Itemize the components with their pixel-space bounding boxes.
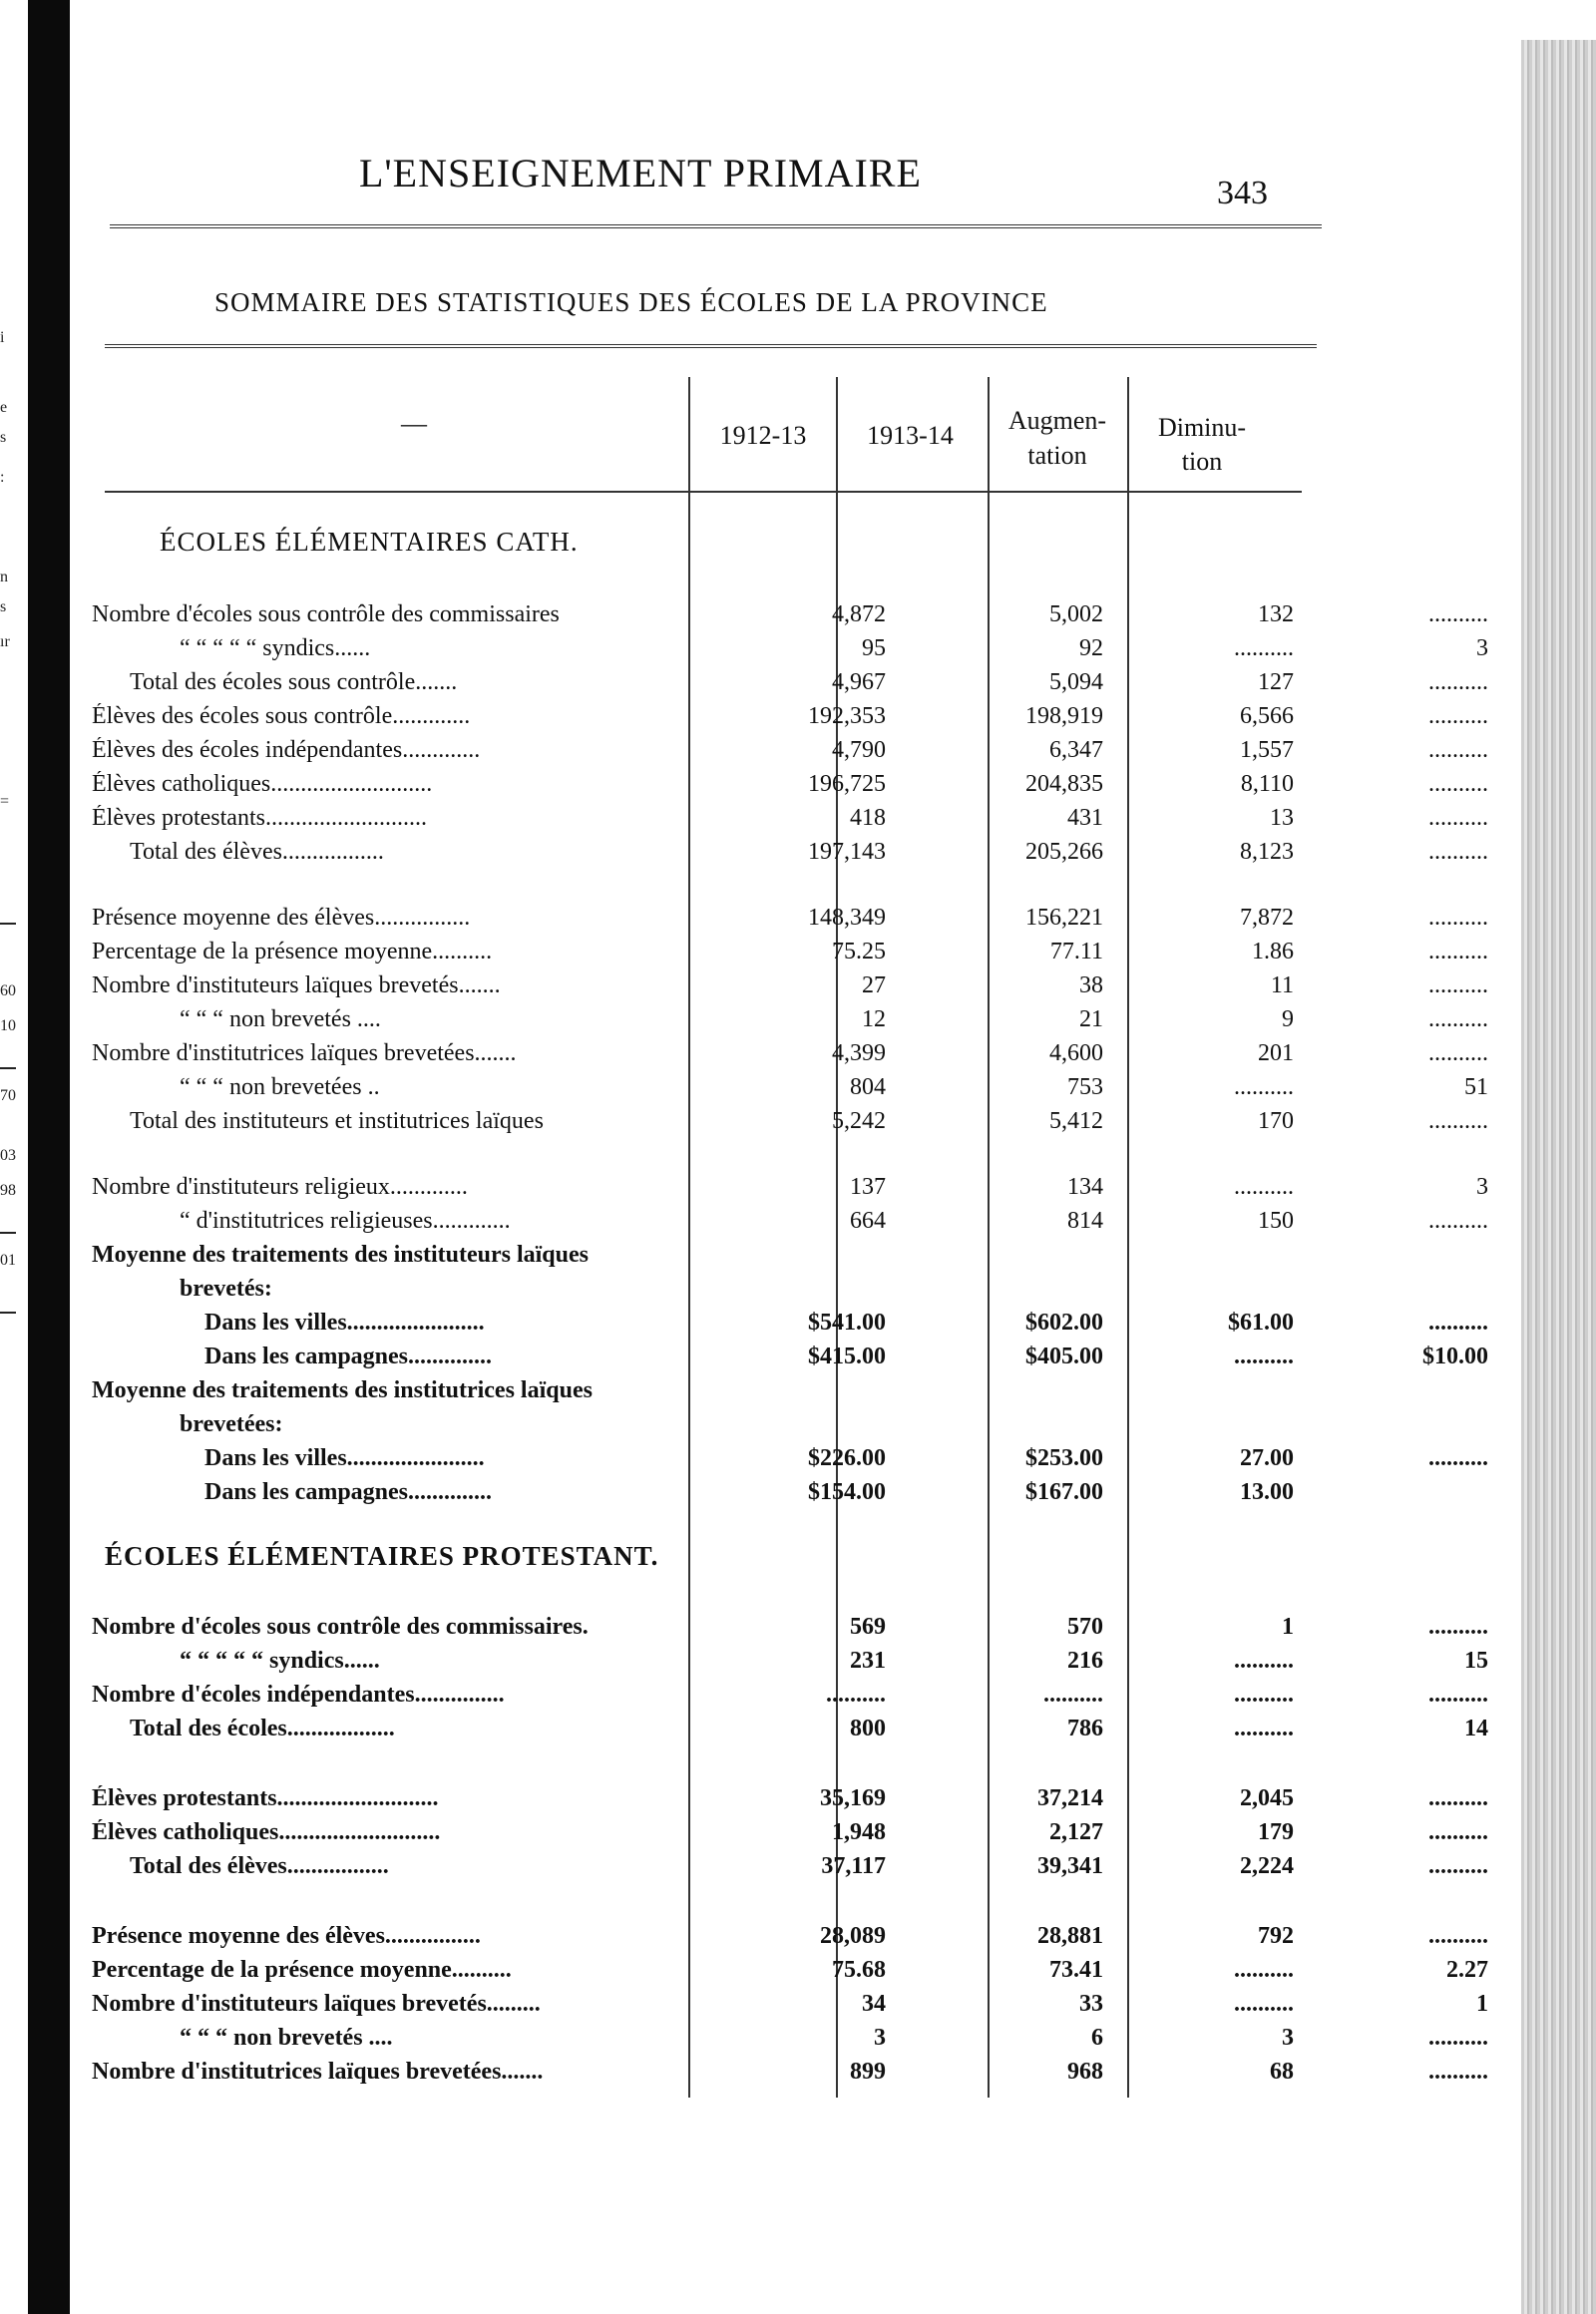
section-title-catholic: ÉCOLES ÉLÉMENTAIRES CATH. <box>160 527 579 557</box>
table-row <box>70 1006 1488 1040</box>
value-diminution: .......... <box>1428 1310 1488 1336</box>
row-label: Nombre d'écoles sous contrôle des commissaires <box>92 601 560 627</box>
value-diminution: .......... <box>1428 737 1488 763</box>
value-1913-14: 92 <box>1079 635 1103 661</box>
table-row <box>70 1445 1488 1479</box>
table-row <box>70 805 1488 839</box>
header-rule <box>110 224 1322 228</box>
book-page <box>70 0 1521 2314</box>
value-diminution: 15 <box>1464 1648 1488 1674</box>
value-1912-13: 28,089 <box>820 1923 886 1949</box>
row-label: brevetées: <box>180 1411 283 1437</box>
row-label: “ “ “ non brevetés .... <box>180 1006 381 1032</box>
value-1912-13: 418 <box>850 805 886 831</box>
value-diminution: .......... <box>1428 972 1488 998</box>
value-1913-14: 5,412 <box>1049 1108 1103 1134</box>
value-augmentation: 132 <box>1258 601 1294 627</box>
row-label: Dans les villes....................... <box>204 1310 485 1336</box>
value-1913-14: 134 <box>1067 1174 1103 1200</box>
value-1913-14: 156,221 <box>1025 905 1103 931</box>
table-row <box>70 1479 1294 1513</box>
value-1913-14: $253.00 <box>1025 1445 1103 1471</box>
value-1912-13: 148,349 <box>808 905 886 931</box>
table-row <box>70 1682 1488 1716</box>
margin-fragment: 98 <box>0 1182 16 1199</box>
row-label: Nombre d'écoles sous contrôle des commissaires. <box>92 1614 589 1640</box>
value-diminution: 14 <box>1464 1716 1488 1741</box>
table-row <box>70 601 1488 635</box>
table-row <box>70 1377 1267 1411</box>
value-1913-14: 216 <box>1067 1648 1103 1674</box>
value-1912-13: 196,725 <box>808 771 886 797</box>
margin-fragment: s <box>0 598 7 615</box>
row-label: Total des élèves................. <box>130 839 384 865</box>
row-label: Percentage de la présence moyenne.......... <box>92 939 493 964</box>
table-row <box>70 1108 1488 1142</box>
value-1912-13: 664 <box>850 1208 886 1234</box>
row-label: “ “ “ “ “ syndics...... <box>180 635 371 661</box>
row-label: Élèves catholiques........................... <box>92 771 433 797</box>
col-header-1913: 1913-14 <box>867 421 954 450</box>
row-label: Total des écoles sous contrôle....... <box>130 669 458 695</box>
row-label: Élèves catholiques........................... <box>92 1819 441 1845</box>
value-diminution: .......... <box>1428 1108 1488 1134</box>
value-augmentation: .......... <box>1234 1716 1294 1741</box>
value-diminution: 1 <box>1476 1991 1488 2017</box>
value-1912-13: 12 <box>862 1006 886 1032</box>
value-1913-14: 814 <box>1067 1208 1103 1234</box>
margin-fragment: n <box>0 569 8 585</box>
table-row <box>70 1614 1488 1648</box>
value-augmentation: 8,123 <box>1240 839 1294 865</box>
value-1913-14: 4,600 <box>1049 1040 1103 1066</box>
table-row <box>70 1785 1488 1819</box>
value-1912-13: 4,967 <box>832 669 886 695</box>
value-1912-13: 27 <box>862 972 886 998</box>
table-row <box>70 2059 1488 2093</box>
value-augmentation: 792 <box>1258 1923 1294 1949</box>
table-row <box>70 771 1488 805</box>
value-1913-14: $602.00 <box>1025 1310 1103 1336</box>
value-1912-13: 34 <box>862 1991 886 2017</box>
value-augmentation: 27.00 <box>1240 1445 1294 1471</box>
row-label: Présence moyenne des élèves................ <box>92 1923 481 1949</box>
value-diminution: .......... <box>1428 1923 1488 1949</box>
value-1912-13: 569 <box>850 1614 886 1640</box>
value-augmentation: .......... <box>1234 1957 1294 1983</box>
value-augmentation: 2,045 <box>1240 1785 1294 1811</box>
value-1912-13: 4,872 <box>832 601 886 627</box>
row-label: Dans les campagnes.............. <box>204 1344 493 1369</box>
value-augmentation: 1 <box>1282 1614 1294 1640</box>
value-diminution: .......... <box>1428 905 1488 931</box>
value-1913-14: 786 <box>1067 1716 1103 1741</box>
value-augmentation: .......... <box>1234 1991 1294 2017</box>
margin-fragment: ır <box>0 633 10 650</box>
value-1913-14: 753 <box>1067 1074 1103 1100</box>
value-diminution: $10.00 <box>1422 1344 1488 1369</box>
value-diminution: .......... <box>1428 1682 1488 1708</box>
value-diminution: 51 <box>1464 1074 1488 1100</box>
row-label: Nombre d'institutrices laïques brevetées....... <box>92 1040 517 1066</box>
value-1913-14: .......... <box>1043 1682 1103 1708</box>
value-1912-13: 75.25 <box>832 939 886 964</box>
table-row <box>70 905 1488 939</box>
value-1913-14: 2,127 <box>1049 1819 1103 1845</box>
table-row <box>70 1174 1488 1208</box>
value-1912-13: 5,242 <box>832 1108 886 1134</box>
value-1913-14: 968 <box>1067 2059 1103 2085</box>
row-label: Total des élèves................. <box>130 1853 389 1879</box>
table-row <box>70 1957 1488 1991</box>
row-label: Nombre d'instituteurs laïques brevetés....... <box>92 972 501 998</box>
table-row <box>70 939 1488 972</box>
value-1913-14: 5,002 <box>1049 601 1103 627</box>
row-label: Élèves des écoles indépendantes............. <box>92 737 481 763</box>
value-1912-13: $415.00 <box>808 1344 886 1369</box>
value-diminution: .......... <box>1428 939 1488 964</box>
margin-fragment: i <box>0 329 5 346</box>
margin-tick <box>0 1232 16 1234</box>
value-1913-14: 37,214 <box>1037 1785 1103 1811</box>
value-diminution: .......... <box>1428 2059 1488 2085</box>
value-1913-14: $167.00 <box>1025 1479 1103 1505</box>
value-augmentation: 201 <box>1258 1040 1294 1066</box>
row-label: Élèves protestants........................... <box>92 805 427 831</box>
value-1913-14: 198,919 <box>1025 703 1103 729</box>
table-row <box>70 1344 1488 1377</box>
margin-tick <box>0 923 16 925</box>
value-1912-13: 1,948 <box>832 1819 886 1845</box>
value-augmentation: 2,224 <box>1240 1853 1294 1879</box>
table-row <box>70 1716 1488 1749</box>
value-1913-14: 73.41 <box>1049 1957 1103 1983</box>
margin-fragment: 70 <box>0 1087 16 1104</box>
margin-fragment: e <box>0 399 8 416</box>
value-diminution: .......... <box>1428 601 1488 627</box>
row-label: brevetés: <box>180 1276 272 1302</box>
value-diminution: .......... <box>1428 2025 1488 2051</box>
col-header-diminution-2: tion <box>1181 447 1223 476</box>
value-1912-13: $154.00 <box>808 1479 886 1505</box>
value-augmentation: 170 <box>1258 1108 1294 1134</box>
value-diminution: .......... <box>1428 771 1488 797</box>
col-header-1912: 1912-13 <box>719 421 807 450</box>
table-row <box>70 1853 1488 1887</box>
right-page-edge <box>1521 40 1596 2314</box>
value-augmentation: .......... <box>1234 1174 1294 1200</box>
value-1912-13: 37,117 <box>821 1853 886 1879</box>
value-diminution: .......... <box>1428 703 1488 729</box>
table-row <box>70 1040 1488 1074</box>
col-header-diminution-1: Diminu- <box>1157 413 1247 442</box>
row-label: Total des écoles.................. <box>130 1716 395 1741</box>
value-1913-14: $405.00 <box>1025 1344 1103 1369</box>
value-1912-13: $226.00 <box>808 1445 886 1471</box>
margin-fragment: 60 <box>0 982 16 999</box>
value-augmentation: $61.00 <box>1228 1310 1294 1336</box>
row-label: Élèves protestants........................... <box>92 1785 439 1811</box>
value-1912-13: .......... <box>826 1682 886 1708</box>
margin-fragment: 01 <box>0 1252 16 1269</box>
value-1913-14: 6,347 <box>1049 737 1103 763</box>
table-row <box>70 1991 1488 2025</box>
value-diminution: 2.27 <box>1446 1957 1488 1983</box>
value-1913-14: 28,881 <box>1037 1923 1103 1949</box>
value-1912-13: 75.68 <box>832 1957 886 1983</box>
value-augmentation: 1,557 <box>1240 737 1294 763</box>
table-row <box>70 1310 1488 1344</box>
value-1912-13: 4,790 <box>832 737 886 763</box>
table-row <box>70 737 1488 771</box>
row-label: Percentage de la présence moyenne.......... <box>92 1957 512 1983</box>
table-row <box>70 703 1488 737</box>
table-row <box>70 1208 1488 1242</box>
value-augmentation: 150 <box>1258 1208 1294 1234</box>
value-augmentation: 3 <box>1282 2025 1294 2051</box>
table-title: SOMMAIRE DES STATISTIQUES DES ÉCOLES DE LA PROVINCE <box>214 287 1048 317</box>
value-1913-14: 5,094 <box>1049 669 1103 695</box>
value-augmentation: 9 <box>1282 1006 1294 1032</box>
value-1912-13: 899 <box>850 2059 886 2085</box>
value-1913-14: 39,341 <box>1037 1853 1103 1879</box>
row-label: Nombre d'instituteurs religieux............. <box>92 1174 468 1200</box>
value-augmentation: 127 <box>1258 669 1294 695</box>
value-1912-13: $541.00 <box>808 1310 886 1336</box>
margin-tick <box>0 1067 16 1069</box>
table-row <box>70 1411 1267 1445</box>
value-1912-13: 4,399 <box>832 1040 886 1066</box>
margin-fragment: s <box>0 429 7 446</box>
value-diminution: .......... <box>1428 1445 1488 1471</box>
value-diminution: .......... <box>1428 1006 1488 1032</box>
margin-fragment: = <box>0 793 10 810</box>
value-diminution: .......... <box>1428 1040 1488 1066</box>
margin-fragment: 10 <box>0 1017 16 1034</box>
value-diminution: .......... <box>1428 1614 1488 1640</box>
value-1912-13: 804 <box>850 1074 886 1100</box>
table-row <box>70 972 1488 1006</box>
value-1913-14: 205,266 <box>1025 839 1103 865</box>
title-rule <box>105 344 1317 348</box>
value-augmentation: .......... <box>1234 1074 1294 1100</box>
value-1913-14: 77.11 <box>1049 939 1103 964</box>
table-row <box>70 1074 1488 1108</box>
value-augmentation: 13.00 <box>1240 1479 1294 1505</box>
value-1913-14: 570 <box>1067 1614 1103 1640</box>
table-row <box>70 1242 1267 1276</box>
table-row <box>70 2025 1488 2059</box>
value-augmentation: .......... <box>1234 635 1294 661</box>
row-label: Total des instituteurs et institutrices laïques <box>130 1108 544 1134</box>
table-row <box>70 839 1488 873</box>
value-diminution: .......... <box>1428 669 1488 695</box>
value-diminution: .......... <box>1428 1819 1488 1845</box>
value-augmentation: 1.86 <box>1252 939 1294 964</box>
col-header-label: — <box>401 409 427 438</box>
margin-tick <box>0 1312 16 1314</box>
value-diminution: .......... <box>1428 1785 1488 1811</box>
value-diminution: .......... <box>1428 1853 1488 1879</box>
value-1912-13: 35,169 <box>820 1785 886 1811</box>
row-label: Nombre d'institutrices laïques brevetées....... <box>92 2059 544 2085</box>
row-label: Élèves des écoles sous contrôle............. <box>92 703 471 729</box>
value-augmentation: 13 <box>1270 805 1294 831</box>
row-label: “ “ “ “ “ syndics...... <box>180 1648 380 1674</box>
value-augmentation: 7,872 <box>1240 905 1294 931</box>
row-label: “ “ “ non brevetées .. <box>180 1074 380 1100</box>
running-head: L'ENSEIGNEMENT PRIMAIRE <box>359 151 922 195</box>
value-1912-13: 3 <box>874 2025 886 2051</box>
table-row <box>70 1819 1488 1853</box>
value-augmentation: .......... <box>1234 1648 1294 1674</box>
table-row <box>70 1923 1488 1957</box>
table-row <box>70 635 1488 669</box>
row-label: Dans les villes....................... <box>204 1445 485 1471</box>
row-label: Nombre d'écoles indépendantes............... <box>92 1682 505 1708</box>
value-diminution: .......... <box>1428 805 1488 831</box>
value-1913-14: 21 <box>1079 1006 1103 1032</box>
value-diminution: 3 <box>1476 1174 1488 1200</box>
value-1912-13: 192,353 <box>808 703 886 729</box>
table-row <box>70 1648 1488 1682</box>
row-label: Moyenne des traitements des instituteurs laïques <box>92 1242 589 1268</box>
spine-shadow <box>28 0 70 2314</box>
value-diminution: .......... <box>1428 1208 1488 1234</box>
value-1913-14: 431 <box>1067 805 1103 831</box>
header-bottom-rule <box>105 491 1302 493</box>
col-header-augmentation-1: Augmen- <box>1007 406 1107 435</box>
value-1912-13: 95 <box>862 635 886 661</box>
margin-fragment: 03 <box>0 1147 16 1164</box>
table-row <box>70 1276 1267 1310</box>
section-title-protestant: ÉCOLES ÉLÉMENTAIRES PROTESTANT. <box>105 1541 659 1571</box>
value-1913-14: 33 <box>1079 1991 1103 2017</box>
row-label: Présence moyenne des élèves................ <box>92 905 471 931</box>
table-row <box>70 669 1488 703</box>
value-augmentation: .......... <box>1234 1344 1294 1369</box>
margin-fragment: : <box>0 469 5 486</box>
value-1912-13: 137 <box>850 1174 886 1200</box>
row-label: “ “ “ non brevetés .... <box>180 2025 393 2051</box>
value-1913-14: 6 <box>1091 2025 1103 2051</box>
row-label: Nombre d'instituteurs laïques brevetés......... <box>92 1991 541 2017</box>
row-label: “ d'institutrices religieuses............. <box>180 1208 511 1234</box>
col-header-augmentation-2: tation <box>1027 441 1087 470</box>
value-augmentation: 68 <box>1270 2059 1294 2085</box>
value-diminution: .......... <box>1428 839 1488 865</box>
left-page-edge <box>0 0 70 2314</box>
value-1912-13: 231 <box>850 1648 886 1674</box>
value-1912-13: 197,143 <box>808 839 886 865</box>
value-augmentation: 11 <box>1270 972 1294 998</box>
value-1913-14: 38 <box>1079 972 1103 998</box>
value-augmentation: .......... <box>1234 1682 1294 1708</box>
page-number: 343 <box>1217 175 1268 211</box>
row-label: Moyenne des traitements des institutrices laïques <box>92 1377 593 1403</box>
value-1912-13: 800 <box>850 1716 886 1741</box>
value-1913-14: 204,835 <box>1025 771 1103 797</box>
value-augmentation: 6,566 <box>1240 703 1294 729</box>
row-label: Dans les campagnes.............. <box>204 1479 493 1505</box>
value-augmentation: 8,110 <box>1240 771 1294 797</box>
value-augmentation: 179 <box>1258 1819 1294 1845</box>
value-diminution: 3 <box>1476 635 1488 661</box>
